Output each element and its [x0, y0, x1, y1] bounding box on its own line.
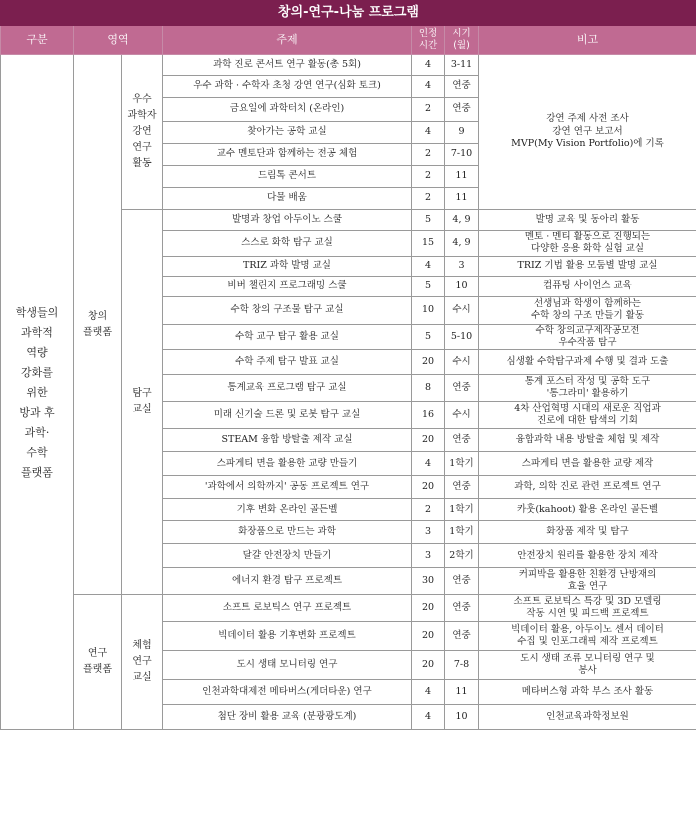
header-note: 비고 [479, 26, 696, 55]
period-cell: 연중 [445, 429, 479, 452]
period-cell: 1학기 [445, 499, 479, 521]
table-row [1, 55, 696, 76]
note-cell: 융합과학 내용 방탈출 체험 및 제작 [479, 429, 696, 452]
period-cell: 연중 [445, 98, 479, 122]
period-cell: 7-10 [445, 144, 479, 166]
period-cell: 10 [445, 705, 479, 730]
hours-cell: 8 [412, 375, 445, 402]
table-row [1, 595, 696, 622]
hours-cell: 4 [412, 680, 445, 705]
topic-cell: 우수 과학 · 수학자 초청 강연 연구(심화 토크) [163, 76, 412, 98]
topic-cell: 비버 챌린지 프로그래밍 스쿨 [163, 276, 412, 296]
hours-cell: 2 [412, 166, 445, 188]
period-cell: 7-8 [445, 651, 479, 680]
note-cell: 심생활 수학탐구과제 수행 및 결과 도출 [479, 350, 696, 375]
header-hours: 인정 시간 [412, 26, 445, 55]
note-cell: TRIZ 기법 활용 모둠별 발명 교실 [479, 256, 696, 276]
hours-cell: 20 [412, 429, 445, 452]
header-row [1, 26, 696, 55]
topic-cell: 교수 멘토단과 함께하는 전공 체험 [163, 144, 412, 166]
note-cell: 화장품 제작 및 탐구 [479, 521, 696, 544]
hours-cell: 2 [412, 144, 445, 166]
topic-cell: 수학 창의 구조물 탐구 교실 [163, 296, 412, 324]
topic-cell: 수학 교구 탐구 활용 교실 [163, 324, 412, 350]
period-cell: 1학기 [445, 452, 479, 476]
hours-cell: 4 [412, 452, 445, 476]
hours-cell: 4 [412, 122, 445, 144]
topic-cell: 수학 주제 탐구 발표 교실 [163, 350, 412, 375]
note-cell: 커피박을 활용한 친환경 난방재의 효율 연구 [479, 568, 696, 595]
topic-cell: 금요일에 과학터치 (온라인) [163, 98, 412, 122]
topic-cell: 통계교육 프로그램 탐구 교실 [163, 375, 412, 402]
topic-cell: 드림톡 콘서트 [163, 166, 412, 188]
hours-cell: 4 [412, 705, 445, 730]
topic-cell: 스파게티 면을 활용한 교량 만들기 [163, 452, 412, 476]
topic-cell: 달걀 안전장치 만들기 [163, 544, 412, 568]
hours-cell: 20 [412, 595, 445, 622]
category-cell: 학생들의 과학적 역량 강화를 위한 방과 후 과학· 수학 플랫폼 [1, 55, 74, 730]
topic-cell: 소프트 로보틱스 연구 프로젝트 [163, 595, 412, 622]
hours-cell: 20 [412, 622, 445, 651]
hours-cell: 2 [412, 98, 445, 122]
note-cell: 도시 생태 조류 모니터링 연구 및 봉사 [479, 651, 696, 680]
topic-cell: 빅데이터 활용 기후변화 프로젝트 [163, 622, 412, 651]
hours-cell: 2 [412, 188, 445, 210]
hours-cell: 3 [412, 521, 445, 544]
hours-cell: 16 [412, 402, 445, 429]
topic-cell: STEAM 융합 방탈출 제작 교실 [163, 429, 412, 452]
period-cell: 3 [445, 256, 479, 276]
period-cell: 연중 [445, 622, 479, 651]
note-cell: 소프트 로보틱스 특강 및 3D 모델링 작동 시연 및 피드백 프로젝트 [479, 595, 696, 622]
hours-cell: 2 [412, 499, 445, 521]
topic-cell: 인천과학대제전 메타버스(게더타운) 연구 [163, 680, 412, 705]
topic-cell: 찾아가는 공학 교실 [163, 122, 412, 144]
note-cell: 4차 산업혁명 시대의 새로운 직업과 진로에 대한 탐색의 기회 [479, 402, 696, 429]
hours-cell: 5 [412, 210, 445, 231]
period-cell: 11 [445, 188, 479, 210]
period-cell: 11 [445, 680, 479, 705]
period-cell: 10 [445, 276, 479, 296]
hours-cell: 4 [412, 55, 445, 76]
area-creative: 창의 플랫폼 [74, 55, 122, 595]
topic-cell: 화장품으로 만드는 과학 [163, 521, 412, 544]
header-category: 구분 [1, 26, 74, 55]
topic-cell: 미래 신기술 드론 및 로봇 탐구 교실 [163, 402, 412, 429]
note-cell: 과학, 의학 진로 관련 프로젝트 연구 [479, 476, 696, 499]
note-cell: 통계 포스터 작성 및 공학 도구 '통그라미' 활용하기 [479, 375, 696, 402]
period-cell: 3-11 [445, 55, 479, 76]
topic-cell: 첨단 장비 활용 교육 (분광광도계) [163, 705, 412, 730]
topic-cell: 다물 배움 [163, 188, 412, 210]
period-cell: 11 [445, 166, 479, 188]
period-cell: 연중 [445, 476, 479, 499]
subarea-inquiry: 탐구 교실 [122, 210, 163, 595]
period-cell: 수시 [445, 402, 479, 429]
hours-cell: 4 [412, 76, 445, 98]
topic-cell: 도시 생태 모니터링 연구 [163, 651, 412, 680]
header-period: 시기 (월) [445, 26, 479, 55]
note-cell: 스파게티 면을 활용한 교량 제작 [479, 452, 696, 476]
period-cell: 연중 [445, 595, 479, 622]
note-cell: 수학 창의교구제작공모전 우수작품 탐구 [479, 324, 696, 350]
note-cell: 카훗(kahoot) 활용 온라인 골든벨 [479, 499, 696, 521]
hours-cell: 20 [412, 476, 445, 499]
hours-cell: 5 [412, 324, 445, 350]
period-cell: 4, 9 [445, 231, 479, 257]
note-cell: 안전장치 원리를 활용한 장치 제작 [479, 544, 696, 568]
note-merged: 강연 주제 사전 조사 강연 연구 보고서 MVP(My Vision Portfolio)에 기록 [479, 55, 696, 210]
period-cell: 연중 [445, 568, 479, 595]
period-cell: 1학기 [445, 521, 479, 544]
note-cell: 선생님과 학생이 함께하는 수학 창의 구조 만들기 활동 [479, 296, 696, 324]
period-cell: 연중 [445, 76, 479, 98]
period-cell: 5-10 [445, 324, 479, 350]
topic-cell: 발명과 창업 아두이노 스쿨 [163, 210, 412, 231]
header-area: 영역 [74, 26, 163, 55]
area-research: 연구 플랫폼 [74, 595, 122, 730]
period-cell: 연중 [445, 375, 479, 402]
topic-cell: '과학에서 의학까지' 공동 프로젝트 연구 [163, 476, 412, 499]
subarea-lecture: 우수 과학자 강연 연구 활동 [122, 55, 163, 210]
hours-cell: 20 [412, 350, 445, 375]
note-cell: 인천교육과학정보원 [479, 705, 696, 730]
period-cell: 수시 [445, 350, 479, 375]
hours-cell: 4 [412, 256, 445, 276]
note-cell: 컴퓨팅 사이언스 교육 [479, 276, 696, 296]
table-title: 창의-연구-나눔 프로그램 [1, 1, 696, 26]
hours-cell: 10 [412, 296, 445, 324]
note-cell: 메타버스형 과학 부스 조사 활동 [479, 680, 696, 705]
topic-cell: 과학 진로 콘서트 연구 활동(총 5회) [163, 55, 412, 76]
period-cell: 4, 9 [445, 210, 479, 231]
hours-cell: 20 [412, 651, 445, 680]
note-cell: 발명 교육 및 동아리 활동 [479, 210, 696, 231]
topic-cell: 에너지 환경 탐구 프로젝트 [163, 568, 412, 595]
hours-cell: 5 [412, 276, 445, 296]
period-cell: 수시 [445, 296, 479, 324]
topic-cell: 스스로 화학 탐구 교실 [163, 231, 412, 257]
hours-cell: 15 [412, 231, 445, 257]
hours-cell: 30 [412, 568, 445, 595]
topic-cell: 기후 변화 온라인 골든벨 [163, 499, 412, 521]
note-cell: 빅데이터 활용, 아두이노 센서 데이터 수집 및 인포그래픽 제작 프로젝트 [479, 622, 696, 651]
header-topic: 주제 [163, 26, 412, 55]
period-cell: 9 [445, 122, 479, 144]
period-cell: 2학기 [445, 544, 479, 568]
hours-cell: 3 [412, 544, 445, 568]
topic-cell: TRIZ 과학 발명 교실 [163, 256, 412, 276]
note-cell: 멘토 · 멘티 활동으로 진행되는 다양한 응용 화학 실험 교실 [479, 231, 696, 257]
subarea-experience: 체험 연구 교실 [122, 595, 163, 730]
